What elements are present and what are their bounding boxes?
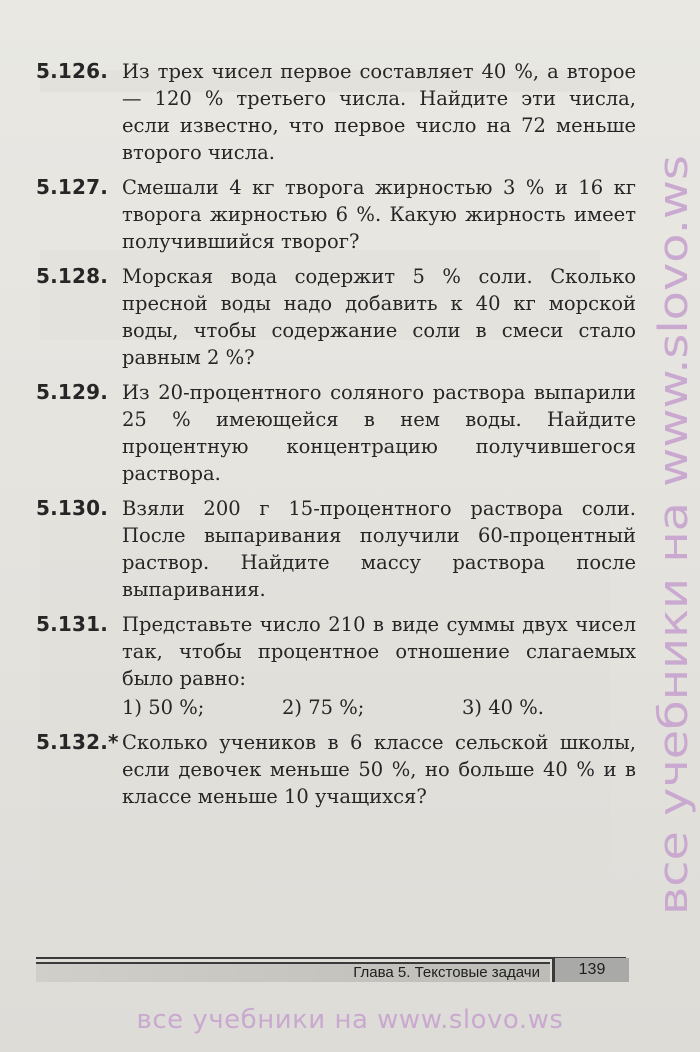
problem-5-132: [36, 729, 636, 810]
problem-number: 5.131.: [36, 612, 109, 636]
problem-text: Взяли 200 г 15-процентного раствора соли. После выпаривания получили 60-процентный раствор. Найдите массу раствора после выпаривания.: [122, 497, 636, 601]
page-number-box: [552, 958, 629, 982]
problem-5-126: [36, 58, 636, 166]
problem-text: Из трех чисел первое составляет 40 %, а второе — 120 % третьего числа. Найдите эти числа, если известно, что первое число на 72 меньше второго числа.: [122, 60, 636, 164]
problem-5-128: [36, 263, 636, 371]
problem-text: Сколько учеников в 6 классе сельской школы, если девочек меньше 50 %, но больше 40 % и в классе меньше 10 учащихся?: [122, 731, 636, 808]
side-watermark: [645, 145, 700, 925]
answer-options: [122, 694, 636, 721]
problem-text: Из 20-процентного соляного раствора выпарили 25 % имеющейся в нем воды. Найдите процентную концентрацию получившегося раствора.: [122, 381, 636, 485]
problem-text: Смешали 4 кг творога жирностью 3 % и 16 кг творога жирностью 6 %. Какую жирность имеет получившийся творог?: [122, 176, 636, 253]
problem-text: Морская вода содержит 5 % соли. Сколько пресной воды надо добавить к 40 кг морской воды, чтобы содержание соли в смеси стало равным 2 %?: [122, 265, 636, 369]
problem-number: 5.128.: [36, 264, 109, 288]
problem-body: [122, 611, 636, 721]
problem-5-127: [36, 174, 636, 255]
problem-text: Представьте число 210 в виде суммы двух чисел так, чтобы процентное отношение слагаемых было равно:: [122, 613, 636, 690]
answer-option-2: 2) 75 %;: [282, 696, 365, 719]
problem-5-131: [36, 611, 636, 721]
bottom-watermark: все учебники на www.slovo.ws: [136, 1005, 564, 1035]
problem-number: 5.130.: [36, 496, 109, 520]
problem-5-129: [36, 379, 636, 487]
problem-list: [36, 58, 636, 818]
problem-number: 5.127.: [36, 175, 109, 199]
answer-option-1: 1) 50 %;: [122, 696, 205, 719]
problem-number: 5.126.: [36, 59, 109, 83]
problem-5-130: [36, 495, 636, 603]
side-watermark-svg: [645, 145, 700, 925]
footer-rule: [36, 957, 626, 959]
page-number: 139: [578, 961, 606, 978]
answer-option-3: 3) 40 %.: [462, 696, 544, 719]
side-watermark-text: все учебники на www.slovo.ws: [651, 279, 697, 915]
problem-number: 5.129.: [36, 380, 109, 404]
problem-number: 5.132.*: [36, 730, 119, 754]
chapter-title: Глава 5. Текстовые задачи: [353, 964, 540, 981]
